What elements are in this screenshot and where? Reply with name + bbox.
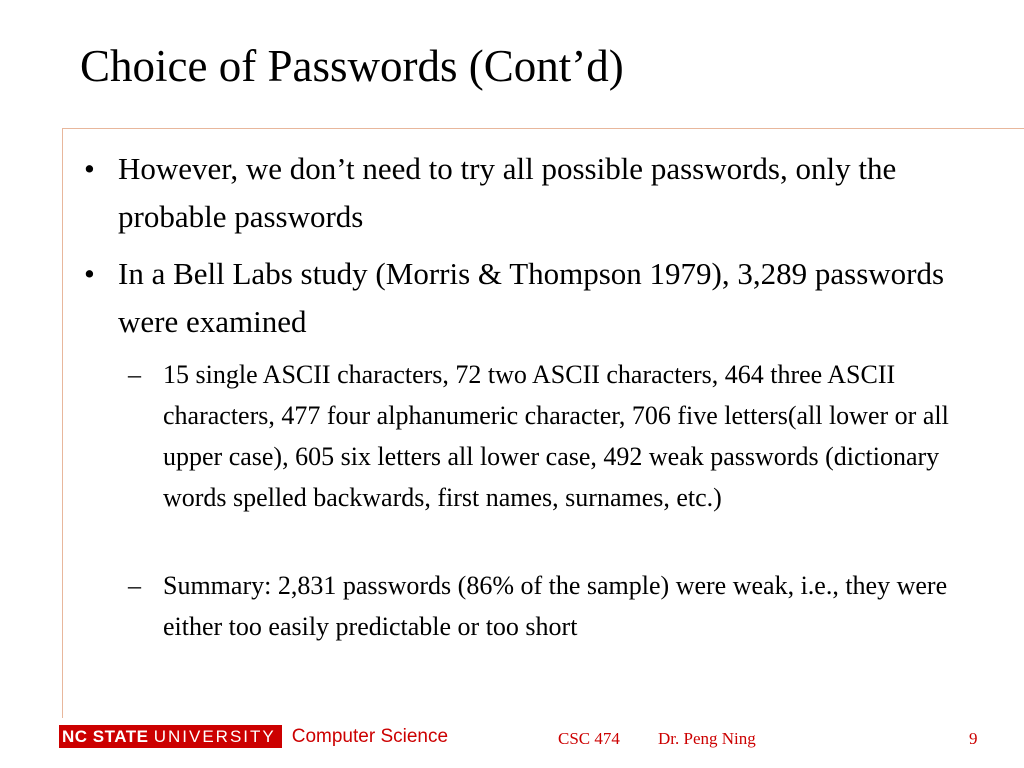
footer-author: Dr. Peng Ning <box>658 729 756 748</box>
university-logo <box>59 725 448 748</box>
department-name: Computer Science <box>291 726 449 747</box>
sub-bullet-marker: – <box>128 571 141 600</box>
footer-course: CSC 474 <box>558 729 620 748</box>
sub-bullet-item <box>128 354 958 518</box>
logo-thin-text: UNIVERSITY <box>153 727 276 746</box>
bullet-text: However, we don’t need to try all possible passwords, only the probable passwords <box>118 151 897 234</box>
sub-bullet-text: Summary: 2,831 passwords (86% of the sample) were weak, i.e., they were either too easily predictable or too short <box>163 571 948 641</box>
sub-bullet-text: 15 single ASCII characters, 72 two ASCII characters, 464 three ASCII characters, 477 four alphanumeric character, 706 five letters(all lower or all upper case), 605 six letters all lower case, 492 weak passwords (dictionary words spelled backwards, first names, surnames, etc.) <box>163 360 949 512</box>
vertical-rule <box>62 128 63 718</box>
sub-bullet-item <box>128 565 958 647</box>
bullet-marker: • <box>84 151 95 186</box>
bullet-text: In a Bell Labs study (Morris & Thompson 1979), 3,289 passwords were examined <box>118 256 945 339</box>
bullet-marker: • <box>84 256 95 291</box>
logo-bold-text: NC STATE <box>62 727 149 746</box>
bullet-item <box>84 145 1004 241</box>
slide-number: 9 <box>969 729 978 748</box>
logo-wordmark <box>59 725 282 748</box>
horizontal-rule <box>62 128 1024 129</box>
slide-title: Choice of Passwords (Cont’d) <box>80 41 624 91</box>
bullet-item <box>84 250 1004 346</box>
sub-bullet-marker: – <box>128 360 141 389</box>
